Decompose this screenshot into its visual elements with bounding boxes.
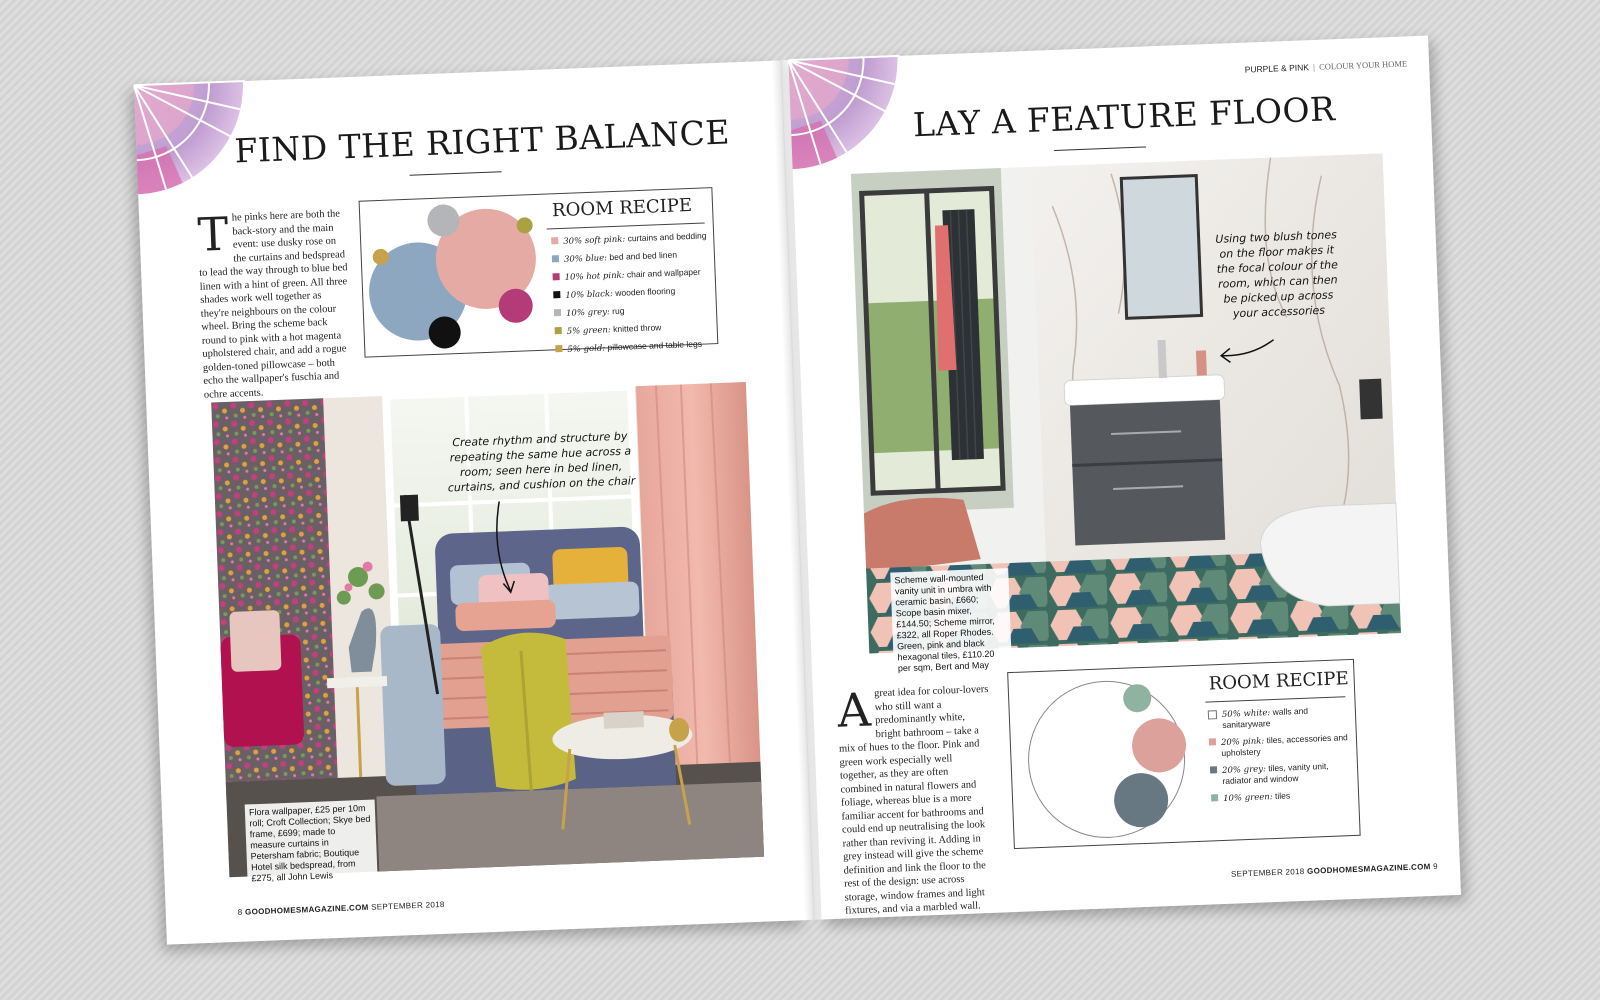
- recipe-circles: [1008, 665, 1215, 848]
- swatch-icon: [1208, 710, 1217, 719]
- recipe-item: [551, 230, 709, 247]
- recipe-use: walls and sanitaryware: [1222, 705, 1309, 730]
- swatch-icon: [1209, 738, 1216, 745]
- recipe-item: [1209, 732, 1350, 758]
- recipe-percent: 10% green:: [1222, 792, 1273, 804]
- recipe-use: tiles: [1274, 790, 1291, 801]
- intro-body: great idea for colour-lovers who still want a predominantly white, bright bathroom – take a mix of hues to the floor. Pink and green work especially well together, as they are often combined in natural flowers and foliage, whereas blue is a more familiar accent for bathrooms and could end up neutralising the look rather than reviving it. Adding in grey instead will give the scheme definition and link the floor to the rest of the design: use across storage, window frames and light fixtures, and via a marbled wall.: [838, 683, 989, 917]
- page-number: 8: [237, 907, 243, 917]
- recipe-percent: 10% black:: [565, 289, 614, 301]
- swatch-icon: [553, 291, 560, 298]
- recipe-title: ROOM RECIPE: [1208, 668, 1350, 695]
- recipe-use: rug: [611, 305, 625, 317]
- annotation-arrow: [481, 499, 525, 600]
- recipe-percent: 5% green:: [566, 325, 612, 337]
- magazine-spread: [134, 35, 1466, 944]
- folio-site: GOODHOMESMAGAZINE.COM: [244, 902, 369, 917]
- folio-date: SEPTEMBER 2018: [370, 899, 445, 912]
- recipe-use: tiles, accessories and upholstery: [1221, 732, 1348, 759]
- recipe-title-rule: [547, 222, 705, 229]
- recipe-percent: 30% soft pink:: [563, 234, 626, 247]
- recipe-percent: 20% grey:: [1221, 764, 1267, 776]
- right-page: [788, 36, 1461, 920]
- page-number: 9: [1432, 861, 1439, 871]
- recipe-percent: 50% white:: [1221, 708, 1271, 720]
- recipe-item: [552, 266, 710, 283]
- page-title: FIND THE RIGHT BALANCE: [233, 112, 731, 171]
- recipe-item: [553, 284, 711, 301]
- recipe-percent: 5% gold:: [567, 343, 606, 355]
- recipe-item: [555, 338, 713, 355]
- left-page: [134, 61, 807, 945]
- swatch-icon: [554, 309, 561, 316]
- swatch-icon: [555, 345, 562, 352]
- room-recipe-box: [1007, 659, 1361, 849]
- intro-text: [837, 683, 998, 918]
- recipe-item: [554, 302, 712, 319]
- recipe-use: pillowcase and table legs: [607, 338, 703, 353]
- title-rule: [1054, 146, 1146, 151]
- recipe-use: tiles, vanity unit, radiator and window: [1222, 760, 1329, 786]
- bedroom-annotation: Create rhythm and structure by repeating the same hue across a room; seen here in bed linen, curtains, and cushion on the chair: [447, 429, 636, 495]
- recipe-item: [1210, 760, 1351, 786]
- recipe-title-rule: [1205, 696, 1345, 702]
- running-head-section: PURPLE & PINK: [1244, 62, 1310, 75]
- folio-date: SEPTEMBER 2018: [1230, 866, 1305, 879]
- recipe-percent: 30% blue:: [563, 253, 608, 265]
- folio-site: GOODHOMESMAGAZINE.COM: [1306, 862, 1431, 876]
- swatch-icon: [555, 327, 562, 334]
- intro-text: [197, 207, 354, 402]
- recipe-item: [555, 320, 713, 337]
- recipe-use: bed and bed linen: [609, 249, 678, 263]
- recipe-use: curtains and bedding: [627, 230, 707, 244]
- recipe-percent: 10% hot pink:: [564, 270, 625, 283]
- recipe-item: [1211, 788, 1351, 804]
- recipe-percent: 20% pink:: [1220, 736, 1265, 749]
- drop-cap: A: [836, 682, 872, 738]
- recipe-use: chair and wallpaper: [626, 266, 701, 280]
- swatch-icon: [551, 237, 558, 244]
- swatch-icon: [553, 273, 560, 280]
- running-head: [1245, 58, 1408, 74]
- recipe-use: knitted throw: [612, 322, 662, 335]
- recipe-item: [552, 248, 710, 265]
- bedroom-caption: Flora wallpaper, £25 per 10m roll; Croft Collection; Skye bed frame, £699; made to measure curtains in Petersham fabric; Boutique Hotel silk bedspread, from £275, all John Lewis: [245, 800, 378, 888]
- running-head-title: COLOUR YOUR HOME: [1318, 58, 1408, 72]
- swatch-icon: [552, 255, 559, 262]
- annotation-arrow: [1215, 334, 1276, 366]
- swatch-icon: [1210, 766, 1217, 773]
- folio-right: [1231, 862, 1438, 879]
- bedroom-photo: [211, 382, 764, 884]
- bathroom-annotation: Using two blush tones on the floor makes it the focal colour of the room, which can then be picked up across your accessories: [1215, 228, 1339, 321]
- folio-left: [238, 900, 445, 917]
- room-recipe-box: [359, 187, 719, 357]
- bathroom-photo: [851, 153, 1401, 674]
- colour-wheel-watercolour: [134, 81, 248, 195]
- recipe-legend: [551, 230, 714, 362]
- recipe-use: wooden flooring: [615, 285, 676, 298]
- swatch-icon: [1211, 794, 1218, 801]
- recipe-circles: [360, 195, 546, 357]
- drop-cap: T: [196, 206, 230, 262]
- page-title: LAY A FEATURE FLOOR: [912, 89, 1337, 145]
- colour-wheel-watercolour: [788, 56, 902, 170]
- recipe-title: ROOM RECIPE: [551, 194, 693, 222]
- running-head-separator: |: [1312, 61, 1316, 72]
- intro-body: he pinks here are both the back-story and the main event: use dusky rose on the curtains and bedspread to lead the way through to blue bed linen with a hint of green. All three shades work well together as they're neighbours on the colour wheel. Bring the scheme back round to pink with a hot magenta upholstered chair, and add a rogue golden-toned pillowcase – both echo the wallpaper's fuschia and ochre accents.: [199, 208, 348, 401]
- bathroom-caption: Scheme wall-mounted vanity unit in umbra with ceramic basin, £660; Scope basin mixer, £144.50; Scheme mirror, £322, all Roper Rhodes. Green, pink and black hexagonal tiles, £110.20 per sqm, Bert and May: [890, 568, 1012, 677]
- title-rule: [410, 171, 502, 176]
- recipe-percent: 10% grey:: [565, 307, 611, 319]
- recipe-item: [1208, 704, 1349, 730]
- recipe-legend: [1208, 704, 1352, 811]
